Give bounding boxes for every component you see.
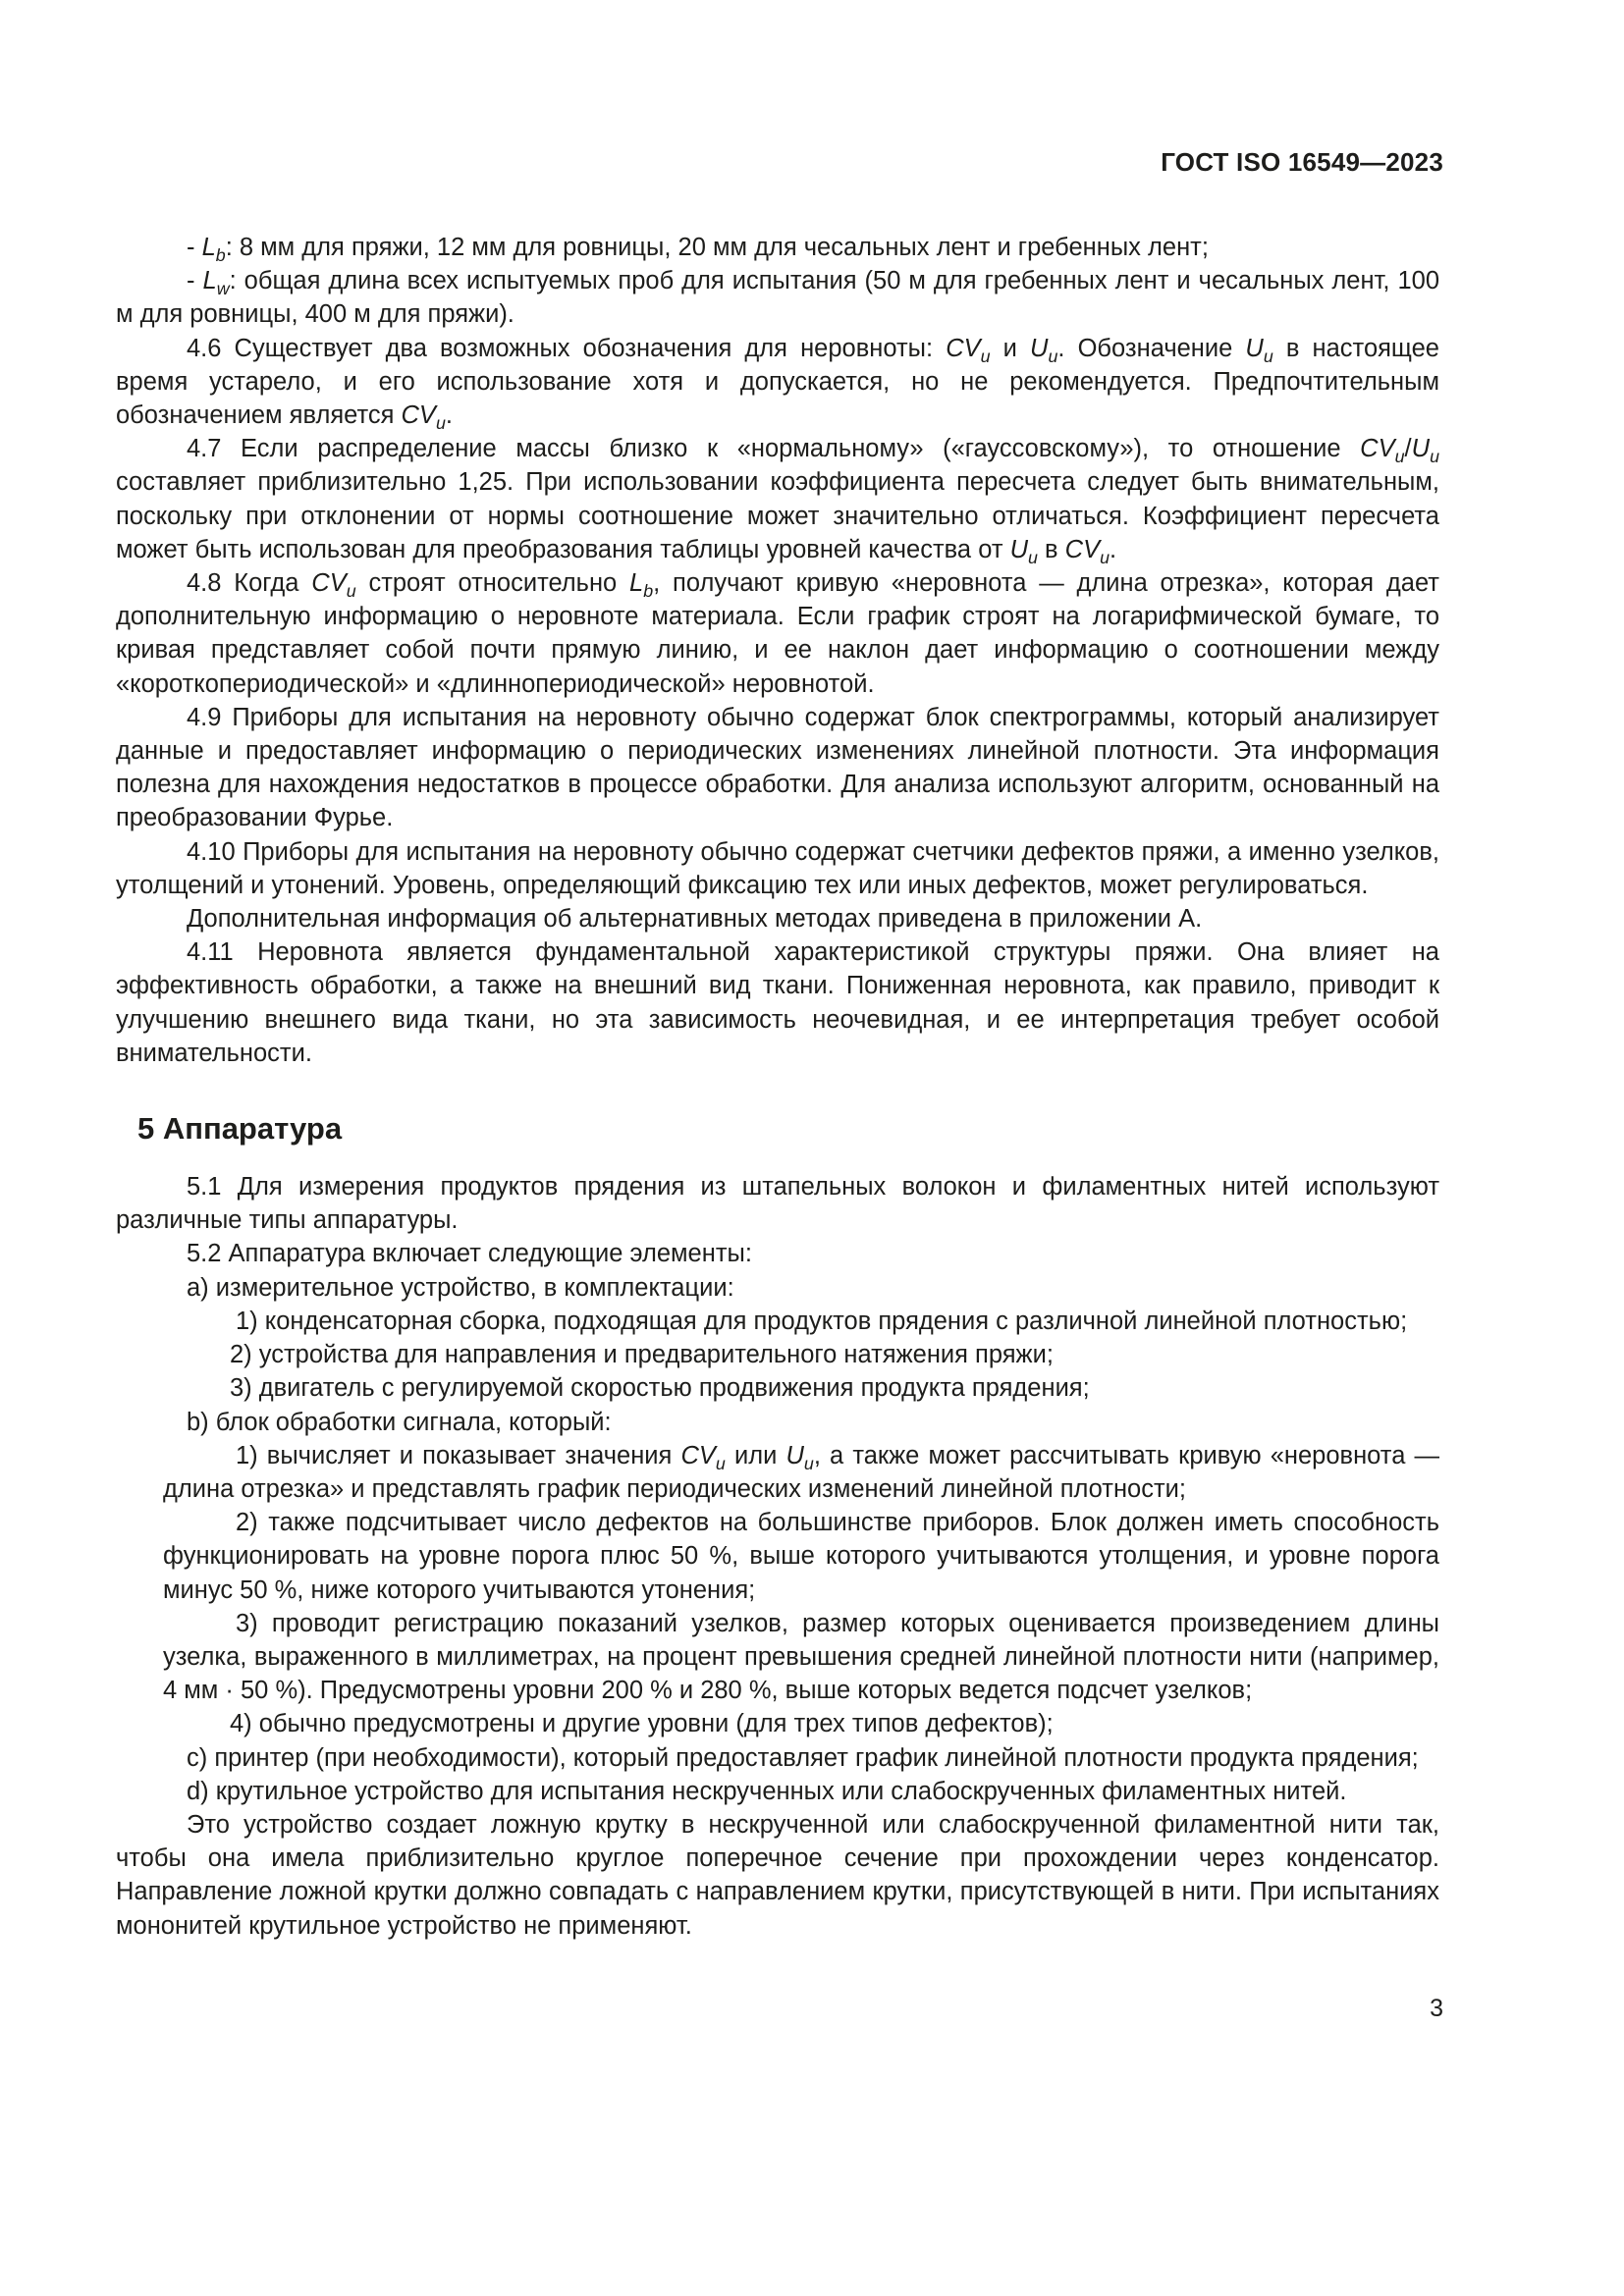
page-number: 3 bbox=[1430, 1995, 1443, 2022]
paragraph-4-9: 4.9 Приборы для испытания на неровноту обычно содержат блок спектрограммы, который анализирует данные и предоставляет информацию о периодических изменениях линейной плотности. Эта информация полезна для нахождения недостатков в процессе обработки. Для анализа используют алгоритм, основанный на преобразовании Фурье. bbox=[116, 703, 1439, 832]
paragraph-4-10: 4.10 Приборы для испытания на неровноту обычно содержат счетчики дефектов пряжи, а именно узелков, утолщений и утонений. Уровень, определяющий фиксацию тех или иных дефектов, может регулироваться. bbox=[116, 837, 1439, 899]
list-item-a-1: 1) конденсаторная сборка, подходящая для продуктов прядения с различной линейной плотностью; bbox=[236, 1307, 1408, 1335]
list-item-a: а) измерительное устройство, в комплектации: bbox=[187, 1273, 734, 1302]
paragraph-4-11: 4.11 Неровнота является фундаментальной характеристикой структуры пряжи. Она влияет на эффективность обработки, а также на внешний вид ткани. Пониженная неровнота, как правило, приводит к улучшению внешнего вида ткани, но эта зависимость неочевидная, и ее интерпретация требует особой внимательности. bbox=[116, 938, 1439, 1067]
list-item-a-3: 3) двигатель с регулируемой скоростью продвижения продукта прядения; bbox=[230, 1374, 1090, 1403]
list-item-b-3: 3) проводит регистрацию показаний узелков, размер которых оценивается произведением длины узелка, выраженного в миллиметрах, на процент превышения средней линейной плотности нити (например, 4 мм · 50 %). Предусмотрены уровни 200 % и 280 %, выше которых ведется подсчет узелков; bbox=[163, 1609, 1439, 1705]
lw-definition: - $L_w$: общая длина всех испытуемых проб для испытания (50 м для гребенных лент и чесальных лент, 100 м для ровницы, 400 м для пряжи). bbox=[116, 267, 1440, 329]
list-item-b-4: 4) обычно предусмотрены и другие уровни (для трех типов дефектов); bbox=[230, 1710, 1054, 1738]
list-item-b-2: 2) также подсчитывает число дефектов на большинстве приборов. Блок должен иметь способность функционировать на уровне порога плюс 50 %, выше которого учитываются утолщения, и уровне порога минус 50 %, ниже которого учитываются утонения; bbox=[163, 1509, 1439, 1604]
paragraph-4-6: 4.6 Существует два возможных обозначения для неровноты: $CV_u$ и $U_u$. Обозначение $U_u$ в настоящее время устарело, и его использование хотя и допускается, но не рекомендуется. Предпочтительным обозначением является $CV_u$. bbox=[116, 334, 1439, 434]
section-5-title: 5 Аппаратура bbox=[137, 1111, 343, 1147]
lb-definition: - $L_b$: 8 мм для пряжи, 12 мм для ровницы, 20 мм для чесальных лент и гребенных лент; bbox=[187, 234, 1209, 266]
paragraph-4-10-extra: Дополнительная информация об альтернативных методах приведена в приложении А. bbox=[187, 905, 1203, 934]
document-body bbox=[116, 231, 1439, 1943]
paragraph-final: Это устройство создает ложную крутку в нескрученной или слабоскрученной филаментной нити так, чтобы она имела приблизительно круглое поперечное сечение при прохождении через конденсатор. Направление ложной крутки должно совпадать с направлением крутки, присутствующей в нити. При испытаниях мононитей крутильное устройство не применяют. bbox=[116, 1810, 1439, 1940]
list-item-d: d) крутильное устройство для испытания нескрученных или слабоскрученных филаментных нитей. bbox=[187, 1777, 1347, 1805]
list-item-b: b) блок обработки сигнала, который: bbox=[187, 1408, 612, 1436]
paragraph-4-8: 4.8 Когда $CV_u$ строят относительно $L_b$, получают кривую «неровнота — длина отрезка», которая дает дополнительную информацию о неровноте материала. Если график строят на логарифмической бумаге, то кривая представляет собой почти прямую линию, и ее наклон дает информацию о соотношении между «короткопериодической» и «длиннопериодической» неровнотой. bbox=[116, 569, 1439, 698]
paragraph-5-2: 5.2 Аппаратура включает следующие элементы: bbox=[187, 1240, 752, 1268]
list-item-b-1: 1) вычисляет и показывает значения $CV_u$ или $U_u$, а также может рассчитывать кривую «неровнота — длина отрезка» и представлять график периодических изменений линейной плотности; bbox=[163, 1441, 1439, 1503]
list-item-a-2: 2) устройства для направления и предварительного натяжения пряжи; bbox=[230, 1341, 1054, 1369]
list-item-c: c) принтер (при необходимости), который предоставляет график линейной плотности продукта прядения; bbox=[187, 1743, 1419, 1772]
paragraph-5-1: 5.1 Для измерения продуктов прядения из штапельных волокон и филаментных нитей используют различные типы аппаратуры. bbox=[116, 1173, 1439, 1235]
paragraph-4-7: 4.7 Если распределение массы близко к «нормальному» («гауссовскому»), то отношение $CV_u/U_u$ составляет приблизительно 1,25. При использовании коэффициента пересчета следует быть внимательным, поскольку при отклонении от нормы соотношение может значительно отличаться. Коэффициент пересчета может быть использован для преобразования таблицы уровней качества от $U_u$ в $CV_u$. bbox=[116, 435, 1439, 567]
document-header: ГОСТ ISO 16549—2023 bbox=[1161, 147, 1443, 177]
